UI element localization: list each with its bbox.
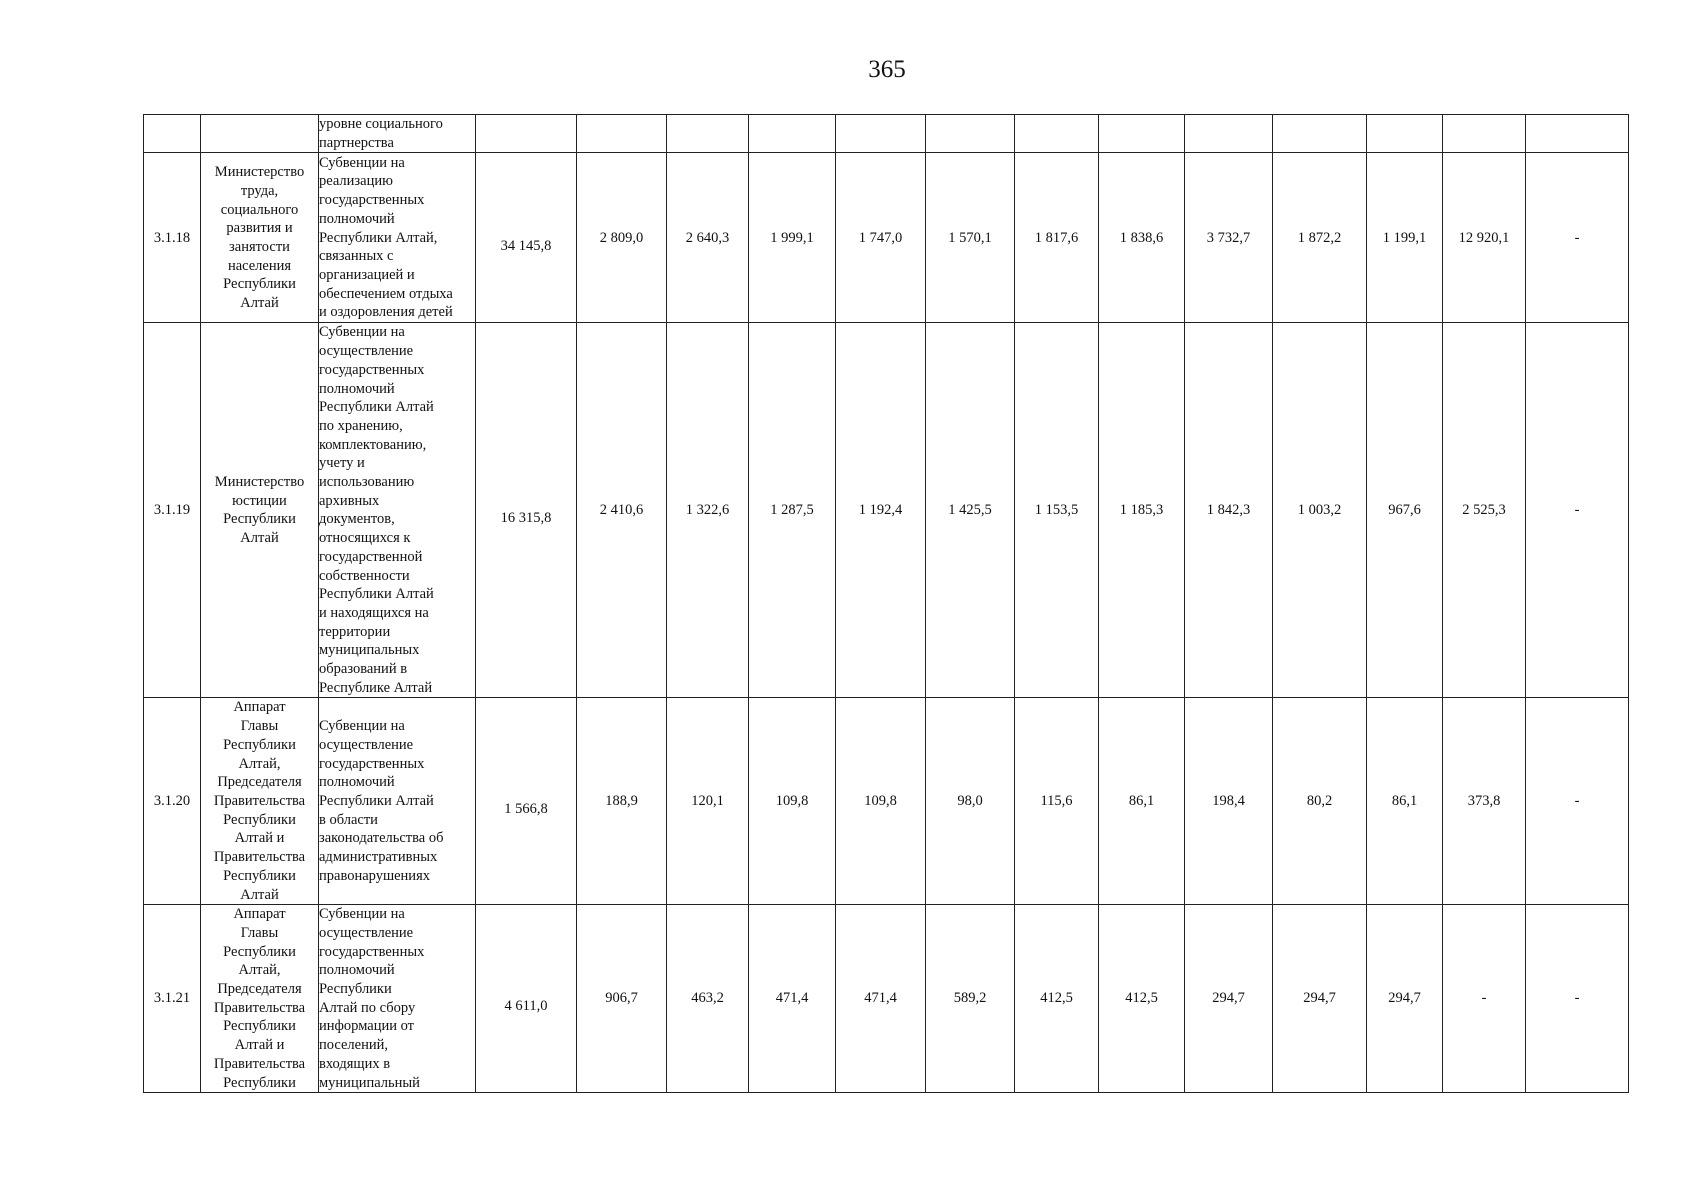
year-value-cell [836, 153, 926, 323]
table-row [144, 153, 1629, 323]
organization-text: Министерство труда, социального развития и занятости населения Республики Алтай [214, 164, 305, 312]
value-text: 86,1 [1128, 792, 1155, 809]
total-value-cell [476, 323, 577, 698]
value-text: 12 920,1 [1458, 229, 1510, 246]
year-value-cell [749, 323, 836, 698]
value-text: 98,0 [957, 792, 983, 809]
table-row [144, 323, 1629, 698]
year-value-cell [926, 323, 1015, 698]
total-value-cell [476, 698, 577, 905]
year-value-cell [1099, 323, 1185, 698]
year-value-cell [1367, 323, 1443, 698]
value-text: 471,4 [775, 990, 809, 1007]
value-text: 589,2 [953, 990, 987, 1007]
description-cell: уровне социального партнерства [319, 115, 476, 153]
row-number-cell [144, 115, 201, 153]
description-cell: Субвенции на реализацию государственных полномочий Республики Алтай, связанных с организацией и обеспечением отдыха и оздоровления детей [319, 153, 476, 323]
year-value-cell [1015, 323, 1099, 698]
year-value-cell [1443, 698, 1526, 905]
value-text: 412,5 [1125, 990, 1158, 1007]
value-text: 1 192,4 [858, 502, 903, 519]
year-value-cell [1443, 115, 1526, 153]
value-text: 471,4 [864, 990, 897, 1007]
value-text: 412,5 [1040, 990, 1073, 1007]
year-value-cell [1015, 153, 1099, 323]
value-text: 2 525,3 [1462, 502, 1506, 519]
value-text: 1 322,6 [685, 502, 730, 519]
value-text: 2 809,0 [599, 229, 644, 246]
value-text: 2 640,3 [685, 229, 730, 246]
value-text: 1 003,2 [1297, 502, 1342, 519]
value-text: 463,2 [691, 990, 724, 1007]
year-value-cell [667, 115, 749, 153]
organization-text: Министерство юстиции Республики Алтай [214, 474, 305, 547]
value-text: 1 747,0 [858, 229, 903, 246]
total-value-cell [476, 115, 577, 153]
year-value-cell [749, 905, 836, 1093]
year-value-cell [667, 323, 749, 698]
year-value-cell [1526, 115, 1629, 153]
year-value-cell [1015, 115, 1099, 153]
year-value-cell [749, 153, 836, 323]
description-cell: Субвенции на осуществление государственных полномочий Республики Алтай в области законодательства об административных правонарушениях [319, 698, 476, 905]
description-cell: Субвенции на осуществление государственных полномочий Республики Алтай по хранению, комплектованию, учету и использованию архивных документов, относящихся к государственной собственности Республики Алтай и находящихся на территории муниципальных образований в Республике Алтай [319, 323, 476, 698]
value-text: - [1481, 990, 1487, 1007]
value-text: 1 999,1 [770, 229, 814, 246]
year-value-cell [836, 323, 926, 698]
year-value-cell [667, 905, 749, 1093]
table-row [144, 905, 1629, 1093]
year-value-cell [1443, 905, 1526, 1093]
value-text: 1 838,6 [1119, 229, 1164, 246]
value-text: 120,1 [691, 792, 724, 809]
value-text: 1 566,8 [504, 800, 548, 817]
organization-cell [201, 698, 319, 905]
value-text: 4 611,0 [504, 998, 548, 1015]
value-text: 198,4 [1212, 792, 1245, 809]
value-text: 1 199,1 [1382, 229, 1427, 246]
page-number: 365 [868, 56, 906, 83]
year-value-cell [1526, 905, 1629, 1093]
value-text: - [1574, 229, 1580, 246]
organization-cell [201, 323, 319, 698]
year-value-cell [667, 698, 749, 905]
table-row [144, 698, 1629, 905]
value-text: 2 410,6 [599, 502, 644, 519]
organization-text: Аппарат Главы Республики Алтай, Председателя Правительства Республики Алтай и Правительства Республики [213, 906, 306, 1091]
value-text: 109,8 [864, 792, 897, 809]
row-number-cell: 3.1.18 [144, 153, 201, 323]
organization-text: Аппарат Главы Республики Алтай, Председателя Правительства Республики Алтай и Правительства Республики Алтай [213, 699, 306, 903]
year-value-cell [1099, 115, 1185, 153]
year-value-cell [926, 153, 1015, 323]
value-text: 1 817,6 [1034, 229, 1079, 246]
value-text: 3 732,7 [1206, 229, 1251, 246]
year-value-cell [577, 323, 667, 698]
year-value-cell [1273, 153, 1367, 323]
value-text: 1 185,3 [1119, 502, 1164, 519]
value-text: 80,2 [1306, 792, 1333, 809]
year-value-cell [577, 698, 667, 905]
year-value-cell [1526, 153, 1629, 323]
organization-cell [201, 153, 319, 323]
year-value-cell [836, 698, 926, 905]
value-text: 86,1 [1391, 792, 1418, 809]
table-row [144, 115, 1629, 153]
year-value-cell [1367, 905, 1443, 1093]
year-value-cell [1185, 905, 1273, 1093]
value-text: 1 153,5 [1034, 502, 1079, 519]
value-text: 1 872,2 [1297, 229, 1342, 246]
year-value-cell [577, 153, 667, 323]
value-text: 294,7 [1388, 990, 1421, 1007]
year-value-cell [1185, 698, 1273, 905]
year-value-cell [1367, 153, 1443, 323]
value-text: 109,8 [775, 792, 809, 809]
budget-table [143, 114, 1629, 1093]
year-value-cell [667, 153, 749, 323]
value-text: - [1574, 792, 1580, 809]
value-text: 1 842,3 [1206, 502, 1251, 519]
year-value-cell [926, 698, 1015, 905]
value-text: 16 315,8 [500, 510, 552, 527]
value-text: 294,7 [1303, 990, 1336, 1007]
value-text: 1 570,1 [948, 229, 992, 246]
value-text: 967,6 [1388, 502, 1421, 519]
year-value-cell [749, 115, 836, 153]
organization-cell [201, 115, 319, 153]
value-text: 294,7 [1212, 990, 1245, 1007]
year-value-cell [749, 698, 836, 905]
year-value-cell [1273, 698, 1367, 905]
row-number-cell: 3.1.21 [144, 905, 201, 1093]
year-value-cell [1099, 905, 1185, 1093]
organization-cell [201, 905, 319, 1093]
value-text: 34 145,8 [500, 237, 552, 254]
row-number-cell: 3.1.20 [144, 698, 201, 905]
value-text: - [1574, 502, 1580, 519]
year-value-cell [1273, 905, 1367, 1093]
year-value-cell [1015, 905, 1099, 1093]
year-value-cell [836, 905, 926, 1093]
value-text: 115,6 [1040, 792, 1073, 809]
value-text: 188,9 [605, 792, 638, 809]
year-value-cell [1273, 115, 1367, 153]
year-value-cell [1099, 153, 1185, 323]
total-value-cell [476, 905, 577, 1093]
year-value-cell [577, 905, 667, 1093]
year-value-cell [1015, 698, 1099, 905]
year-value-cell [1185, 115, 1273, 153]
year-value-cell [1443, 323, 1526, 698]
year-value-cell [1443, 153, 1526, 323]
year-value-cell [1185, 153, 1273, 323]
year-value-cell [1367, 115, 1443, 153]
year-value-cell [926, 905, 1015, 1093]
description-cell: Субвенции на осуществление государственных полномочий Республики Алтай по сбору информации от поселений, входящих в муниципальный [319, 905, 476, 1093]
year-value-cell [1099, 698, 1185, 905]
year-value-cell [577, 115, 667, 153]
value-text: 1 287,5 [770, 502, 814, 519]
year-value-cell [1367, 698, 1443, 905]
value-text: 373,8 [1467, 792, 1501, 809]
row-number-cell: 3.1.19 [144, 323, 201, 698]
year-value-cell [1526, 323, 1629, 698]
year-value-cell [926, 115, 1015, 153]
total-value-cell [476, 153, 577, 323]
value-text: 906,7 [605, 990, 638, 1007]
value-text: 1 425,5 [948, 502, 992, 519]
year-value-cell [1273, 323, 1367, 698]
value-text: - [1574, 990, 1580, 1007]
year-value-cell [1526, 698, 1629, 905]
year-value-cell [1185, 323, 1273, 698]
year-value-cell [836, 115, 926, 153]
